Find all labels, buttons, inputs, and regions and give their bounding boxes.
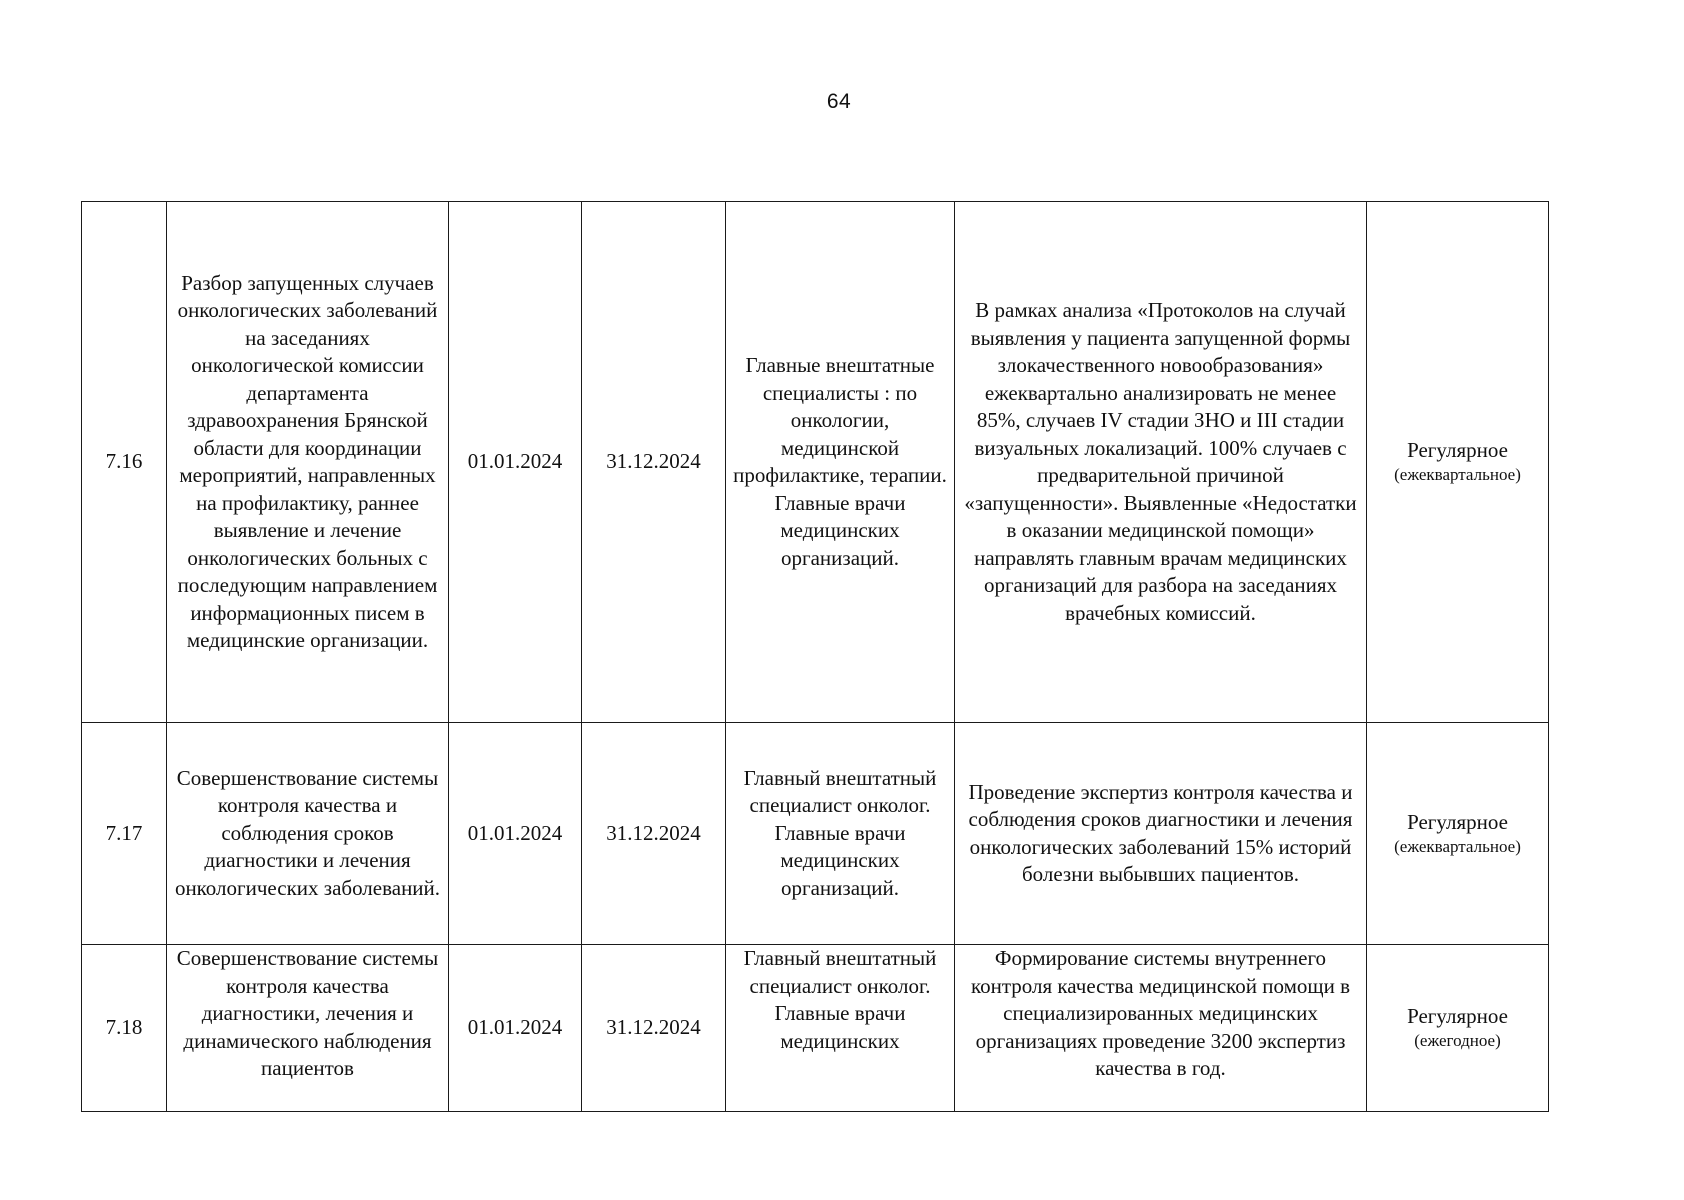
- task-cell: Совершенствование системы контроля качества диагностики, лечения и динамического наблюдения пациентов: [167, 945, 449, 1112]
- frequency-cell: [1367, 202, 1549, 723]
- table-row: [82, 723, 1549, 945]
- frequency-label: Регулярное: [1407, 1004, 1508, 1028]
- start-date-cell: 01.01.2024: [449, 723, 582, 945]
- frequency-note: (ежегодное): [1414, 1031, 1501, 1050]
- result-cell: В рамках анализа «Протоколов на случай выявления у пациента запущенной формы злокачественного новообразования» ежеквартально анализировать не менее 85%, случаев IV стадии ЗНО и III стадии визуальных локализаций. 100% случаев с предварительной причиной «запущенности». Выявленные «Недостатки в оказании медицинской помощи» направлять главным врачам медицинских организаций для разбора на заседаниях врачебных комиссий.: [955, 202, 1367, 723]
- task-cell: Разбор запущенных случаев онкологических заболеваний на заседаниях онкологической комиссии департамента здравоохранения Брянской области для координации мероприятий, направленных на профилактику, раннее выявление и лечение онкологических больных с последующим направлением информационных писем в медицинские организации.: [167, 202, 449, 723]
- responsible-cell: Главный внештатный специалист онколог. Главные врачи медицинских: [726, 945, 955, 1112]
- frequency-label: Регулярное: [1407, 809, 1508, 834]
- activity-table: [81, 201, 1549, 1112]
- row-number: 7.17: [82, 723, 167, 945]
- page-number: 64: [826, 90, 852, 113]
- table-row: [82, 202, 1549, 723]
- responsible-cell: Главные внештатные специалисты : по онкологии, медицинской профилактике, терапии. Главные врачи медицинских организаций.: [726, 202, 955, 723]
- task-cell: Совершенствование системы контроля качества и соблюдения сроков диагностики и лечения онкологических заболеваний.: [167, 723, 449, 945]
- start-date-cell: 01.01.2024: [449, 202, 582, 723]
- responsible-cell: Главный внештатный специалист онколог. Главные врачи медицинских организаций.: [726, 723, 955, 945]
- frequency-label: Регулярное: [1407, 438, 1508, 462]
- start-date-cell: 01.01.2024: [449, 945, 582, 1112]
- frequency-note: (ежеквартальное): [1394, 836, 1521, 856]
- result-cell: Формирование системы внутреннего контроля качества медицинской помощи в специализированных медицинских организациях проведение 3200 экспертиз качества в год.: [955, 945, 1367, 1112]
- frequency-cell: [1367, 945, 1549, 1112]
- end-date-cell: 31.12.2024: [582, 202, 726, 723]
- row-number: 7.18: [82, 945, 167, 1112]
- end-date-cell: 31.12.2024: [582, 723, 726, 945]
- row-number: 7.16: [82, 202, 167, 723]
- end-date-cell: 31.12.2024: [582, 945, 726, 1112]
- table-row: [82, 945, 1549, 1112]
- result-cell: Проведение экспертиз контроля качества и соблюдения сроков диагностики и лечения онкологических заболеваний 15% историй болезни выбывших пациентов.: [955, 723, 1367, 945]
- frequency-note: (ежеквартальное): [1394, 465, 1521, 484]
- frequency-cell: [1367, 723, 1549, 945]
